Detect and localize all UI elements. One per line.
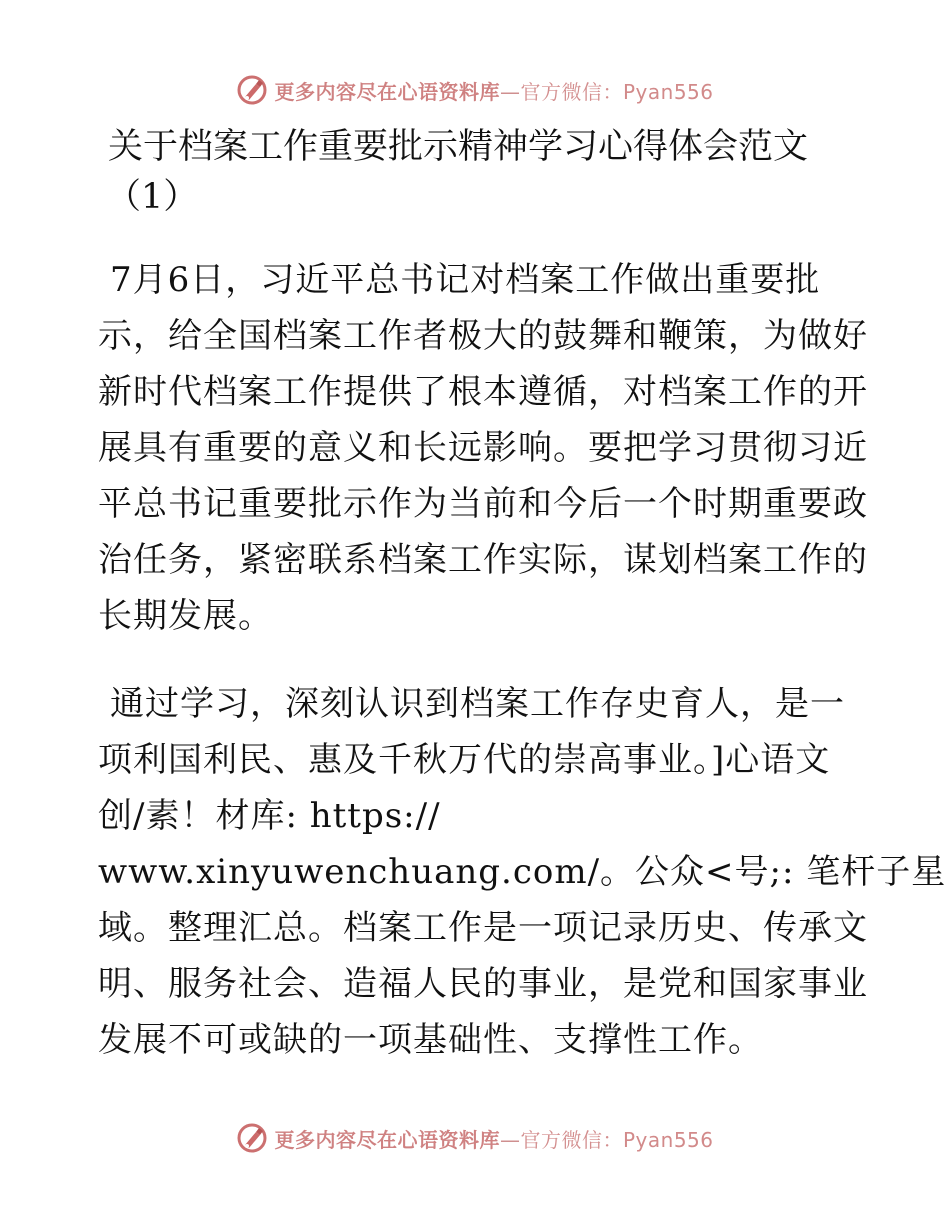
banner-site: 更多内容尽在心语资料库	[274, 1127, 500, 1152]
paragraph-line: 域。整理汇总。档案工作是一项记录历史、传承文	[98, 908, 868, 948]
banner-text	[274, 76, 713, 105]
header-banner	[0, 68, 950, 112]
paragraph-line: 发展不可或缺的一项基础性、支撑性工作。	[98, 1020, 763, 1060]
paragraph-2	[98, 676, 947, 1068]
title-main: 关于档案工作重要批示精神学习心得体会范文	[108, 127, 809, 167]
banner-wechat-id: Pyan556	[622, 79, 714, 104]
banner-wechat-id: Pyan556	[622, 1127, 714, 1152]
paragraph-line: 长期发展。	[98, 596, 273, 636]
banner-contact: 官方微信：	[520, 1127, 623, 1152]
banner-separator: —	[499, 79, 521, 104]
banner-site: 更多内容尽在心语资料库	[274, 79, 500, 104]
title-number: （1）	[106, 177, 199, 217]
paragraph-line: 7月6日，习近平总书记对档案工作做出重要批	[110, 260, 821, 300]
paragraph-line: 明、服务社会、造福人民的事业，是党和国家事业	[98, 964, 868, 1004]
footer-banner	[0, 1116, 950, 1160]
paragraph-1	[98, 252, 868, 644]
paragraph-line: 示，给全国档案工作者极大的鼓舞和鞭策，为做好	[98, 316, 868, 356]
paragraph-line: 通过学习，深刻认识到档案工作存史育人，是一	[110, 684, 845, 724]
page-title	[108, 122, 868, 222]
paragraph-line: 项利国利民、惠及千秋万代的崇高事业。]心语文	[98, 740, 831, 780]
pen-logo-icon	[236, 1122, 268, 1154]
paragraph-line: 展具有重要的意义和长远影响。要把学习贯彻习近	[98, 428, 868, 468]
banner-separator: —	[499, 1127, 521, 1152]
banner-text	[274, 1124, 713, 1153]
paragraph-line: 平总书记重要批示作为当前和今后一个时期重要政	[98, 484, 868, 524]
banner-contact: 官方微信：	[520, 79, 623, 104]
paragraph-line: www.xinyuwenchuang.com/。公众<号;: 笔杆子星	[98, 852, 947, 892]
paragraph-line: 治任务，紧密联系档案工作实际，谋划档案工作的	[98, 540, 868, 580]
paragraph-line: 新时代档案工作提供了根本遵循，对档案工作的开	[98, 372, 868, 412]
pen-logo-icon	[236, 74, 268, 106]
paragraph-line: 创/素！材库: https://	[98, 796, 441, 836]
